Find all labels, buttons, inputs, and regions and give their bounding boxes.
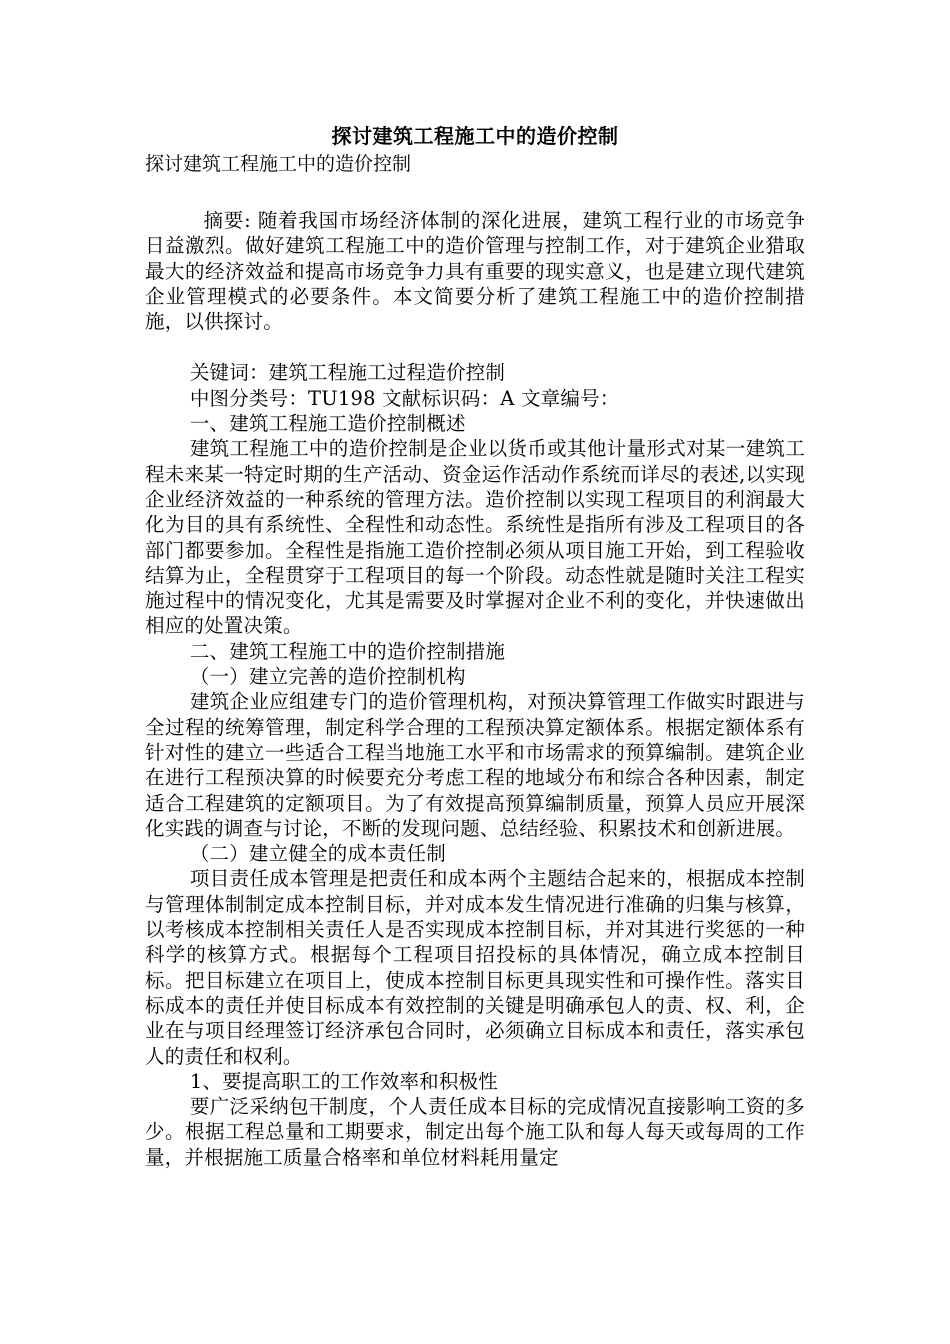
subsection-heading-2: （二）建立健全的成本责任制 — [189, 842, 446, 866]
section-heading-2: 二、建筑工程施工中的造价控制措施 — [189, 639, 506, 663]
document-subtitle: 探讨建筑工程施工中的造价控制 — [145, 153, 412, 175]
document-title: 探讨建筑工程施工中的造价控制 — [331, 124, 619, 148]
subsection-body-1: 建筑企业应组建专门的造价管理机构，对预决算管理工作做实时跟进与全过程的统筹管理，制定科学合理的工程预决算定额体系。根据定额体系有针对性的建立一些适合工程当地施工水平和市场需求的预算编制。建筑企业在进行工程预决算的时候要充分考虑工程的地域分布和综合各种因素，制定适合工程建筑的定额项目。为了有效提高预算编制质量，预算人员应开展深化实践的调查与讨论，不断的发现问题、总结经验、积累技术和创新进展。 — [145, 690, 805, 840]
document-page — [145, 122, 805, 1170]
point-body-1: 要广泛采纳包干制度，个人责任成本目标的完成情况直接影响工资的多少。根据工程总量和工期要求，制定出每个施工队和每人每天或每周的工作量，并根据施工质量合格率和单位材料耗用量定 — [145, 1095, 805, 1169]
section-body-1: 建筑工程施工中的造价控制是企业以货币或其他计量形式对某一建筑工程未来某一特定时期的生产活动、资金运作活动作系统而详尽的表述,以实现企业经济效益的一种系统的管理方法。造价控制以实现工程项目的利润最大化为目的具有系统性、全程性和动态性。系统性是指所有涉及工程项目的各部门都要参加。全程性是指施工造价控制必须从项目施工开始，到工程验收结算为止，全程贯穿于工程项目的每一个阶段。动态性就是随时关注工程实施过程中的情况变化，尤其是需要及时掌握对企业不利的变化，并快速做出相应的处置决策。 — [145, 437, 805, 638]
section-heading-1: 一、建筑工程施工造价控制概述 — [189, 412, 466, 436]
point-heading-1: 1、要提高职工的工作效率和积极性 — [189, 1069, 498, 1093]
keywords-line: 关键词：建筑工程施工过程造价控制 — [189, 361, 506, 385]
classification-line: 中图分类号：TU198 文献标识码：A 文章编号： — [189, 386, 620, 410]
abstract-paragraph: 摘要: 随着我国市场经济体制的深化进展，建筑工程行业的市场竞争日益激烈。做好建筑工程施工中的造价管理与控制工作，对于建筑企业猎取最大的经济效益和提高市场竞争力具有重要的现实意义，也是建立现代建筑企业管理模式的必要条件。本文简要分析了建筑工程施工中的造价控制措施，以供探讨。 — [145, 209, 805, 334]
subsection-body-2: 项目责任成本管理是把责任和成本两个主题结合起来的，根据成本控制与管理体制制定成本控制目标，并对成本发生情况进行准确的归集与核算，以考核成本控制相关责任人是否实现成本控制目标，并对其进行奖惩的一种科学的核算方式。根据每个工程项目招投标的具体情况，确立成本控制目标。把目标建立在项目上，使成本控制目标更具现实性和可操作性。落实目标成本的责任并使目标成本有效控制的关键是明确承包人的责、权、利，企业在与项目经理签订经济承包合同时，必须确立目标成本和责任，落实承包人的责任和权利。 — [145, 867, 805, 1068]
subsection-heading-1: （一）建立完善的造价控制机构 — [189, 665, 466, 689]
